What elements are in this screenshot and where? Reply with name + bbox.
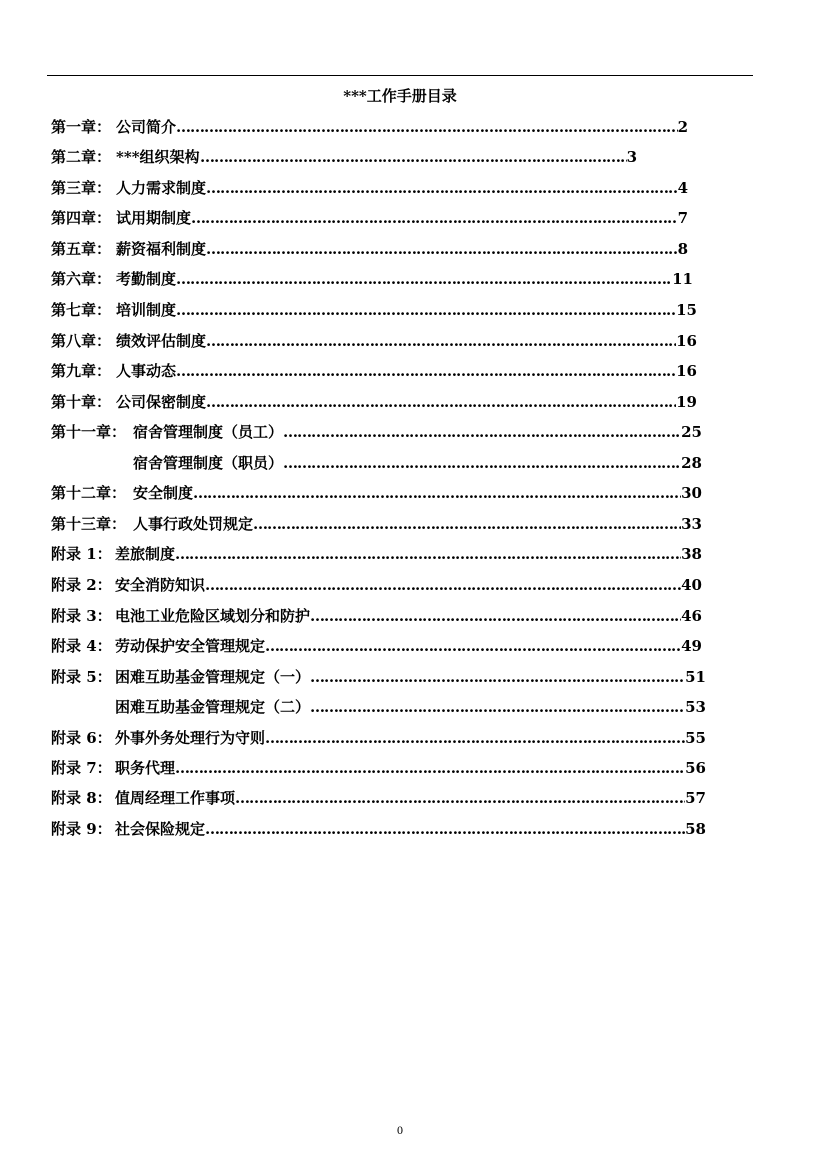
toc-entry-title: 值周经理工作事项 <box>115 789 236 807</box>
toc-entry[interactable] <box>0 574 827 596</box>
toc-entry-page: 15 <box>676 301 697 319</box>
toc-entry-chapter: 第一章： <box>51 118 112 136</box>
toc-entry-leader <box>205 818 685 840</box>
toc-entry[interactable] <box>0 146 827 168</box>
toc-entry-leader <box>253 513 681 535</box>
toc-entry-leader <box>205 574 681 596</box>
toc-entry-page: 28 <box>681 454 702 472</box>
toc-entry-page: 3 <box>626 148 637 166</box>
toc-entry[interactable] <box>0 482 827 504</box>
toc-entry-title: 困难互助基金管理规定（二） <box>115 698 311 716</box>
toc-entry-leader <box>175 757 685 779</box>
toc-entry-page: 8 <box>677 240 688 258</box>
toc-entry-chapter: 第十三章： <box>51 515 127 533</box>
toc-entry[interactable] <box>0 696 827 718</box>
toc-entry-page: 51 <box>685 668 706 686</box>
toc-entry-chapter: 附录 1： <box>51 545 112 563</box>
toc-entry-chapter: 第十一章： <box>51 423 127 441</box>
toc-entry[interactable] <box>0 360 827 382</box>
toc-entry-leader <box>193 482 681 504</box>
toc-entry-leader <box>265 727 685 749</box>
toc-entry[interactable] <box>0 238 827 260</box>
toc-entry[interactable] <box>0 391 827 413</box>
toc-entry-chapter: 第十二章： <box>51 484 127 502</box>
toc-entry[interactable] <box>0 421 827 443</box>
toc-entry-leader <box>265 635 681 657</box>
toc-entry-page: 11 <box>672 270 693 288</box>
toc-entry-page: 55 <box>685 729 706 747</box>
toc-entry[interactable] <box>0 116 827 138</box>
toc-entry-chapter: 第八章： <box>51 332 112 350</box>
toc-entry-chapter: 附录 3： <box>51 607 112 625</box>
toc-entry-leader <box>235 787 685 809</box>
toc-entry-leader <box>175 543 681 565</box>
toc-entry-title: 安全制度 <box>133 484 194 502</box>
toc-entry-page: 53 <box>685 698 706 716</box>
toc-entry-chapter: 附录 9： <box>51 820 112 838</box>
toc-entry-leader <box>283 421 681 443</box>
toc-entry-title: 公司保密制度 <box>116 393 207 411</box>
toc-entry-chapter: 附录 8： <box>51 789 112 807</box>
toc-entry-page: 19 <box>676 393 697 411</box>
toc-entry[interactable] <box>0 757 827 779</box>
toc-entry-page: 2 <box>677 118 688 136</box>
toc-entry-page: 56 <box>685 759 706 777</box>
toc-entry-page: 49 <box>681 637 702 655</box>
toc-entry-leader <box>283 452 681 474</box>
toc-entry-page: 58 <box>685 820 706 838</box>
toc-entry-title: 困难互助基金管理规定（一） <box>115 668 311 686</box>
toc-entry-title: 差旅制度 <box>115 545 176 563</box>
toc-entry-page: 7 <box>677 209 688 227</box>
toc-entry-title: 考勤制度 <box>116 270 177 288</box>
toc-entry-leader <box>206 238 678 260</box>
toc-entry-page: 30 <box>681 484 702 502</box>
toc-entry-leader <box>206 330 676 352</box>
toc-entry-title: 薪资福利制度 <box>116 240 207 258</box>
toc-entry-title: 人力需求制度 <box>116 179 207 197</box>
toc-entry-leader <box>176 299 676 321</box>
toc-entry-leader <box>176 268 672 290</box>
toc-entry-leader <box>310 605 681 627</box>
toc-entry-leader <box>176 360 676 382</box>
toc-entry-page: 16 <box>676 362 697 380</box>
toc-entry-page: 40 <box>681 576 702 594</box>
toc-entry-page: 4 <box>677 179 688 197</box>
toc-entry-leader <box>191 207 678 229</box>
toc-entry-chapter: 第五章： <box>51 240 112 258</box>
toc-entry-page: 57 <box>685 789 706 807</box>
toc-entry-page: 16 <box>676 332 697 350</box>
toc-entry-chapter: 附录 7： <box>51 759 112 777</box>
toc-entry[interactable] <box>0 543 827 565</box>
toc-entry-chapter: 第四章： <box>51 209 112 227</box>
toc-entry-chapter: 附录 5： <box>51 668 112 686</box>
toc-entry-chapter: 第三章： <box>51 179 112 197</box>
toc-entry-title: ***组织架构 <box>116 148 200 166</box>
toc-entry[interactable] <box>0 605 827 627</box>
toc-entry[interactable] <box>0 818 827 840</box>
toc-entry-chapter: 第九章： <box>51 362 112 380</box>
toc-entry-page: 33 <box>681 515 702 533</box>
toc-entry[interactable] <box>0 299 827 321</box>
toc-entry[interactable] <box>0 666 827 688</box>
toc-entry-title: 社会保险规定 <box>115 820 206 838</box>
toc-entry-leader <box>206 177 678 199</box>
toc-entry-title: 劳动保护安全管理规定 <box>115 637 266 655</box>
toc-entry[interactable] <box>0 727 827 749</box>
toc-entry[interactable] <box>0 268 827 290</box>
toc-entry-page: 25 <box>681 423 702 441</box>
toc-entry[interactable] <box>0 452 827 474</box>
toc-entry-page: 46 <box>681 607 702 625</box>
toc-entry-leader <box>310 666 685 688</box>
toc-entry-title: 宿舍管理制度（职员） <box>133 454 284 472</box>
toc-entry-title: 绩效评估制度 <box>116 332 207 350</box>
toc-entry-chapter: 第七章： <box>51 301 112 319</box>
toc-entry-leader <box>200 146 627 168</box>
toc-entry-title: 安全消防知识 <box>115 576 206 594</box>
toc-entry-title: 外事外务处理行为守则 <box>115 729 266 747</box>
toc-entry-title: 宿舍管理制度（员工） <box>133 423 284 441</box>
toc-entry[interactable] <box>0 207 827 229</box>
toc-entry-chapter: 附录 6： <box>51 729 112 747</box>
toc-entry[interactable] <box>0 635 827 657</box>
toc-entry[interactable] <box>0 177 827 199</box>
toc-entry-leader <box>310 696 685 718</box>
toc-entry-title: 人事动态 <box>116 362 177 380</box>
toc-entry[interactable] <box>0 330 827 352</box>
toc-entry-page: 38 <box>681 545 702 563</box>
toc-entry-chapter: 第二章： <box>51 148 112 166</box>
toc-entry-chapter: 附录 4： <box>51 637 112 655</box>
toc-entry[interactable] <box>0 787 827 809</box>
toc-entry-chapter: 第十章： <box>51 393 112 411</box>
toc-entry-title: 电池工业危险区域划分和防护 <box>115 607 311 625</box>
toc-entry-title: 试用期制度 <box>116 209 192 227</box>
toc-entry-leader <box>206 391 676 413</box>
toc-entry-title: 职务代理 <box>115 759 176 777</box>
toc-entry-leader <box>176 116 678 138</box>
document-title: ***工作手册目录 <box>343 87 457 105</box>
toc-entry-chapter: 第六章： <box>51 270 112 288</box>
toc-entry-title: 人事行政处罚规定 <box>133 515 254 533</box>
toc-entry-chapter: 附录 2： <box>51 576 112 594</box>
toc-entry-title: 培训制度 <box>116 301 177 319</box>
page-number: 0 <box>397 1123 403 1137</box>
toc-entry-title: 公司简介 <box>116 118 177 136</box>
toc-entry[interactable] <box>0 513 827 535</box>
